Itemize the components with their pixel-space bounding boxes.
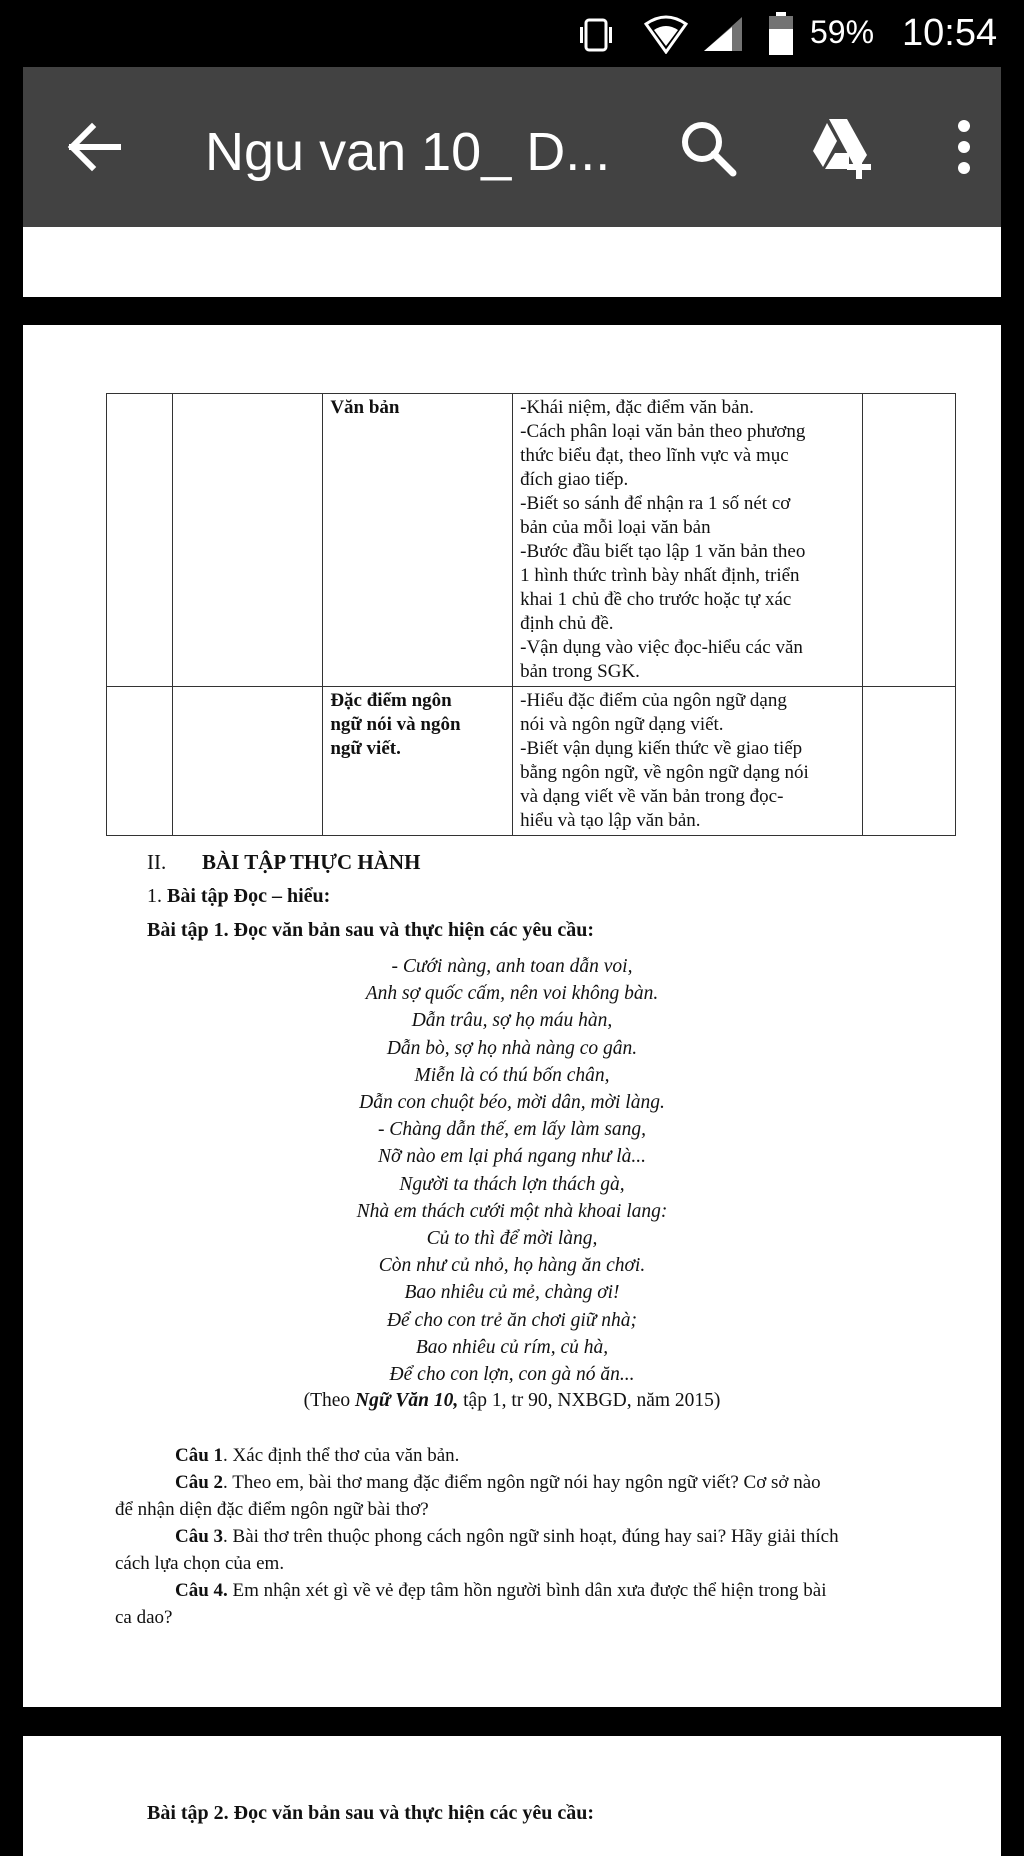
question-2 <box>175 1469 821 1496</box>
cell-signal-icon <box>702 15 744 53</box>
question-3 <box>175 1523 839 1550</box>
content-line: và dạng viết về văn bản trong đọc- <box>520 786 784 807</box>
content-line: bằng ngôn ngữ, về ngôn ngữ dạng nói <box>520 762 809 783</box>
poem-line: Nhà em thách cưới một nhà khoai lang: <box>356 1200 668 1222</box>
content-line: -Cách phân loại văn bản theo phương <box>520 421 806 442</box>
question-4 <box>175 1577 826 1604</box>
content-line: -Biết vận dụng kiến thức về giao tiếp <box>520 738 803 759</box>
topic-line: ngữ nói và ngôn <box>330 714 461 735</box>
content-line: -Bước đầu biết tạo lập 1 văn bản theo <box>520 541 806 562</box>
battery-percent: 59% <box>810 14 875 50</box>
poem-line: Nỡ nào em lại phá ngang như là... <box>377 1146 647 1168</box>
table-row <box>107 394 956 687</box>
poem-line: Để cho con lợn, con gà nó ăn... <box>389 1364 635 1386</box>
topic-line: ngữ viết. <box>330 738 401 759</box>
vibrate-icon <box>578 18 614 52</box>
poem-source <box>23 1390 1001 1412</box>
question-label: Câu 1 <box>175 1445 224 1466</box>
question-1 <box>175 1442 459 1469</box>
app-toolbar <box>23 67 1001 227</box>
question-text: . Bài thơ trên thuộc phong cách ngôn ngữ sinh hoạt, đúng hay sai? Hãy giải thích <box>223 1526 839 1547</box>
content-line: -Biết so sánh để nhận ra 1 số nét cơ <box>520 493 791 514</box>
question-label: Câu 4. <box>175 1580 228 1601</box>
content-line: bản của mỗi loại văn bản <box>520 517 711 538</box>
question-2-continued: để nhận diện đặc điểm ngôn ngữ bài thơ? <box>115 1499 429 1520</box>
document-page <box>23 325 1001 1707</box>
poem-line: Dẫn trâu, sợ họ máu hàn, <box>411 1010 613 1032</box>
content-line: -Khái niệm, đặc điểm văn bản. <box>520 397 754 418</box>
poem <box>23 953 1001 1388</box>
content-line: đích giao tiếp. <box>520 469 629 490</box>
document-title: Ngu van 10_ D... <box>205 122 611 182</box>
next-page <box>23 1736 1001 1856</box>
curriculum-table <box>106 393 956 836</box>
question-3-continued: cách lựa chọn của em. <box>115 1553 285 1574</box>
poem-line: Anh sợ quốc cấm, nên voi không bàn. <box>365 983 659 1005</box>
wifi-icon <box>644 14 688 54</box>
question-text: Em nhận xét gì về vẻ đẹp tâm hồn người bình dân xưa được thể hiện trong bài <box>227 1580 827 1601</box>
subsection-number: 1. <box>147 885 162 907</box>
section-title: BÀI TẬP THỰC HÀNH <box>202 850 421 874</box>
more-options-icon[interactable] <box>953 119 975 175</box>
poem-line: Người ta thách lợn thách gà, <box>399 1173 625 1195</box>
table-cell-topic: Văn bản <box>323 394 513 687</box>
poem-line: Để cho con trẻ ăn chơi giữ nhà; <box>386 1309 638 1331</box>
poem-line: Miễn là có thú bốn chân, <box>414 1064 610 1086</box>
clock: 10:54 <box>902 12 998 54</box>
add-to-drive-icon[interactable] <box>809 117 873 179</box>
next-exercise-title: Bài tập 2. Đọc văn bản sau và thực hiện các yêu cầu: <box>147 1802 595 1824</box>
table-cell <box>107 687 173 836</box>
section-number: II. <box>147 850 167 874</box>
table-cell-topic <box>323 687 513 836</box>
back-arrow-icon[interactable] <box>66 121 122 173</box>
poem-line: - Chàng dẫn thế, em lấy làm sang, <box>377 1119 647 1141</box>
subsection-heading <box>147 885 330 908</box>
exercise-title: Bài tập 1. Đọc văn bản sau và thực hiện các yêu cầu: <box>147 919 595 941</box>
poem-line: Còn như củ nhỏ, họ hàng ăn chơi. <box>378 1255 646 1277</box>
content-line: -Vận dụng vào việc đọc-hiểu các văn <box>520 637 803 658</box>
previous-page <box>23 227 1001 297</box>
search-icon[interactable] <box>679 119 737 177</box>
content-line: nói và ngôn ngữ dạng viết. <box>520 714 724 735</box>
poem-line: Bao nhiêu củ rím, củ hà, <box>415 1336 609 1358</box>
source-prefix: (Theo <box>303 1390 356 1411</box>
table-cell-content <box>513 687 863 836</box>
table-cell <box>107 394 173 687</box>
poem-line: Dẫn con chuột béo, mời dân, mời làng. <box>359 1092 665 1114</box>
poem-line: - Cưới nàng, anh toan dẫn voi, <box>391 956 633 977</box>
battery-icon <box>768 12 794 56</box>
content-line: khai 1 chủ đề cho trước hoặc tự xác <box>520 589 792 610</box>
table-cell <box>172 687 323 836</box>
table-cell <box>172 394 323 687</box>
source-book: Ngữ Văn 10, <box>355 1390 459 1411</box>
table-row <box>107 687 956 836</box>
source-suffix: tập 1, tr 90, NXBGD, năm 2015) <box>458 1390 721 1411</box>
table-cell <box>862 394 955 687</box>
content-line: bản trong SGK. <box>520 661 640 682</box>
question-4-continued: ca dao? <box>115 1607 173 1628</box>
content-line: -Hiểu đặc điểm của ngôn ngữ dạng <box>520 690 787 711</box>
content-line: hiểu và tạo lập văn bản. <box>520 810 701 831</box>
content-line: thức biểu đạt, theo lĩnh vực và mục <box>520 445 789 466</box>
question-text: . Xác định thể thơ của văn bản. <box>223 1445 460 1466</box>
subsection-title: Bài tập Đọc – hiểu: <box>167 885 331 907</box>
question-label: Câu 2 <box>175 1472 224 1493</box>
question-text: . Theo em, bài thơ mang đặc điểm ngôn ngữ nói hay ngôn ngữ viết? Cơ sở nào <box>223 1472 821 1493</box>
poem-line: Dẫn bò, sợ họ nhà nàng co gân. <box>386 1037 638 1059</box>
topic-line: Đặc điểm ngôn <box>330 690 452 711</box>
poem-line: Bao nhiêu củ mẻ, chàng ơi! <box>404 1282 620 1304</box>
question-label: Câu 3 <box>175 1526 224 1547</box>
poem-line: Củ to thì để mời làng, <box>426 1228 598 1250</box>
content-line: định chủ đề. <box>520 613 614 634</box>
section-heading <box>147 850 420 875</box>
status-bar <box>0 0 1024 70</box>
table-cell-content <box>513 394 863 687</box>
content-line: 1 hình thức trình bày nhất định, triển <box>520 565 800 586</box>
table-cell <box>862 687 955 836</box>
